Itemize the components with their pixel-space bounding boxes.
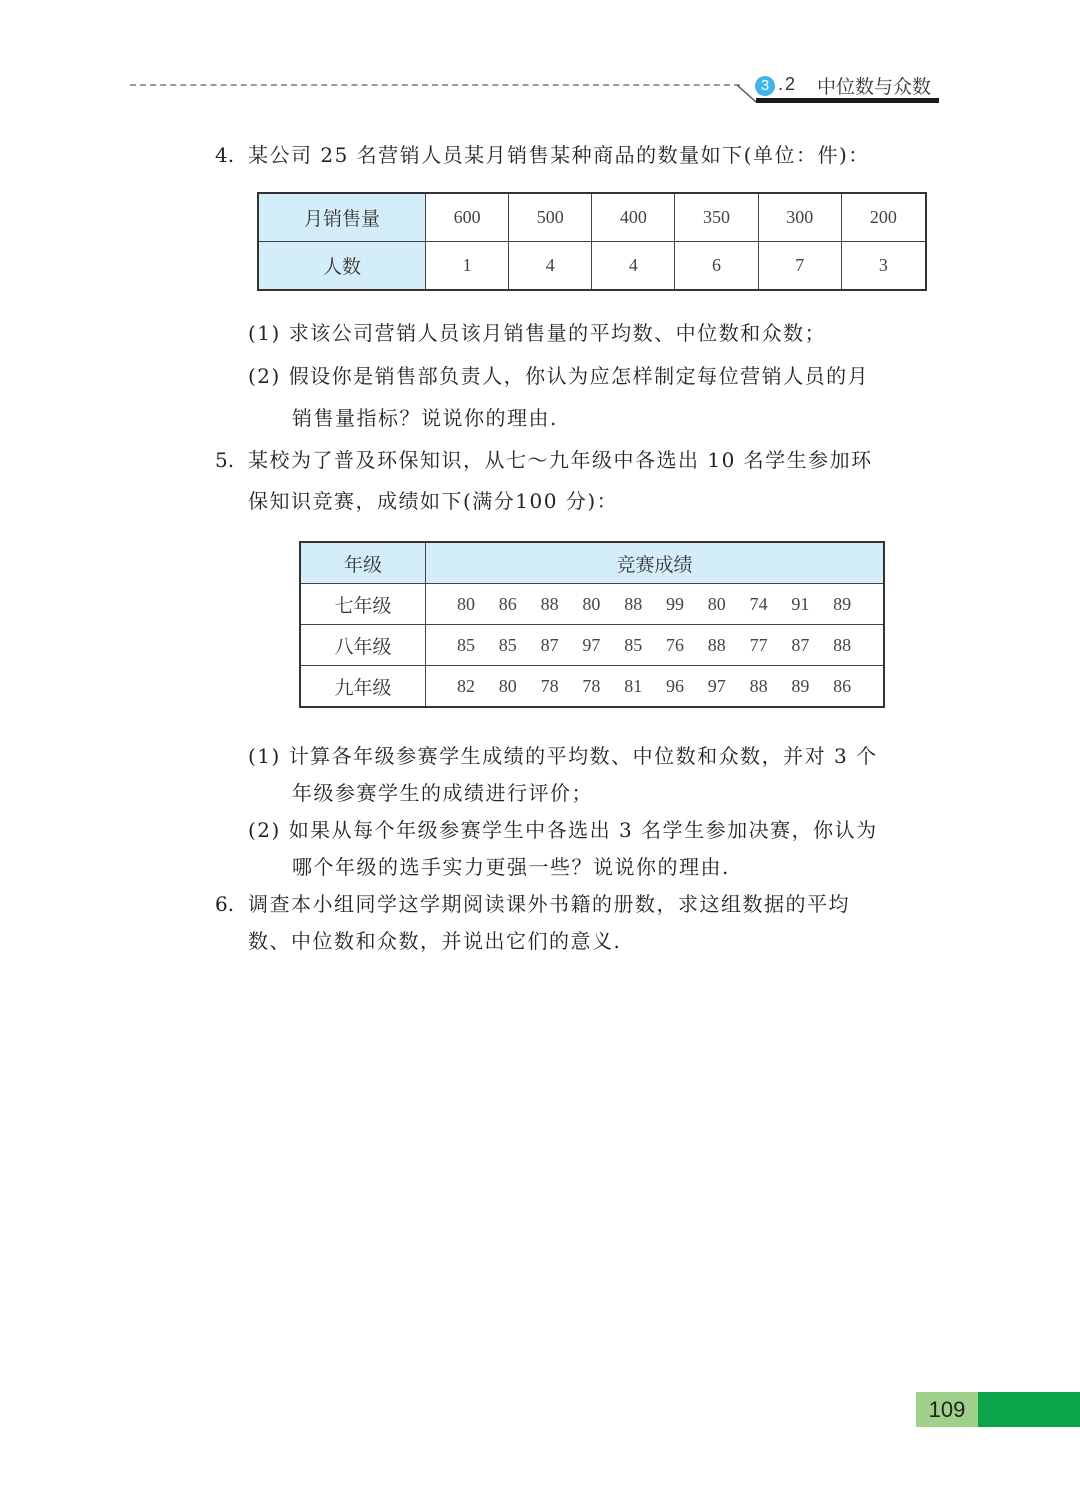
sales-table [257,192,927,291]
score-value: 80 [582,593,601,614]
score-value: 85 [498,634,517,655]
score-value: 88 [624,593,643,614]
score-value: 88 [749,675,768,696]
sales-row-label: 月销售量 [258,193,426,242]
table-cell: 500 [509,193,592,242]
score-list [426,584,885,625]
question-6-number: 6. [215,892,235,916]
question-5-sub-1-line-1: (1) 计算各年级参赛学生成绩的平均数、中位数和众数，并对 3 个 [248,744,878,768]
table-cell: 600 [426,193,509,242]
score-value: 86 [498,593,517,614]
score-value: 87 [540,634,559,655]
question-4-sub-1: (1) 求该公司营销人员该月销售量的平均数、中位数和众数； [248,321,827,345]
score-value: 99 [665,593,684,614]
page-number-bar [978,1392,1080,1427]
score-value: 86 [833,675,852,696]
question-4-sub-2-line-2: 销售量指标？说说你的理由. [292,406,558,430]
question-4-number: 4. [215,143,235,167]
header-dashed-rule [130,84,740,86]
question-6-line-1: 调查本小组同学这学期阅读课外书籍的册数，求这组数据的平均 [248,892,850,916]
question-5-stem-line-1: 某校为了普及环保知识，从七～九年级中各选出 10 名学生参加环 [248,448,873,472]
table-cell: 200 [841,193,926,242]
score-list [426,666,885,708]
section-number: .2 [778,74,798,94]
table-row [300,584,884,625]
people-row-label: 人数 [258,242,426,291]
score-value: 77 [749,634,768,655]
score-value: 81 [624,675,643,696]
score-value: 87 [791,634,810,655]
question-5-stem-line-2: 保知识竞赛，成绩如下(满分100 分)： [248,489,619,513]
table-row [300,625,884,666]
score-value: 97 [582,634,601,655]
score-value: 80 [707,593,726,614]
scores-table [299,541,885,708]
score-value: 85 [457,634,475,655]
score-value: 88 [833,634,852,655]
question-4-sub-2-line-1: (2) 假设你是销售部负责人，你认为应怎样制定每位营销人员的月 [248,364,870,388]
table-row [258,193,926,242]
question-5-sub-2-line-2: 哪个年级的选手实力更强一些？说说你的理由. [292,855,730,879]
score-value: 74 [749,593,768,614]
score-value: 88 [540,593,559,614]
table-cell: 300 [758,193,841,242]
score-value: 96 [665,675,684,696]
score-value: 78 [582,675,601,696]
score-column-header: 竞赛成绩 [426,542,885,584]
grade-label: 九年级 [300,666,426,708]
table-cell: 4 [509,242,592,291]
table-cell: 6 [675,242,758,291]
chapter-number-badge: 3 [755,76,775,96]
score-value: 76 [665,634,684,655]
grade-column-header: 年级 [300,542,426,584]
table-cell: 1 [426,242,509,291]
table-header-row [300,542,884,584]
score-value: 88 [707,634,726,655]
table-cell: 350 [675,193,758,242]
score-value: 91 [791,593,810,614]
question-6-line-2: 数、中位数和众数，并说出它们的意义. [248,929,622,953]
table-row [300,666,884,708]
score-value: 89 [833,593,852,614]
grade-label: 七年级 [300,584,426,625]
score-value: 89 [791,675,810,696]
question-5-sub-2-line-1: (2) 如果从每个年级参赛学生中各选出 3 名学生参加决赛，你认为 [248,818,878,842]
page-number: 109 [916,1392,978,1427]
score-list [426,625,885,666]
table-cell: 400 [592,193,675,242]
score-value: 80 [457,593,475,614]
score-value: 97 [707,675,726,696]
score-value: 85 [624,634,643,655]
question-5-number: 5. [215,448,235,472]
grade-label: 八年级 [300,625,426,666]
score-value: 82 [457,675,475,696]
table-cell: 7 [758,242,841,291]
table-cell: 3 [841,242,926,291]
table-cell: 4 [592,242,675,291]
question-5-sub-1-line-2: 年级参赛学生的成绩进行评价； [292,781,593,805]
table-row [258,242,926,291]
section-title: 中位数与众数 [817,76,932,98]
score-value: 80 [498,675,517,696]
question-4-stem: 某公司 25 名营销人员某月销售某种商品的数量如下(单位：件)： [248,143,870,167]
score-value: 78 [540,675,559,696]
